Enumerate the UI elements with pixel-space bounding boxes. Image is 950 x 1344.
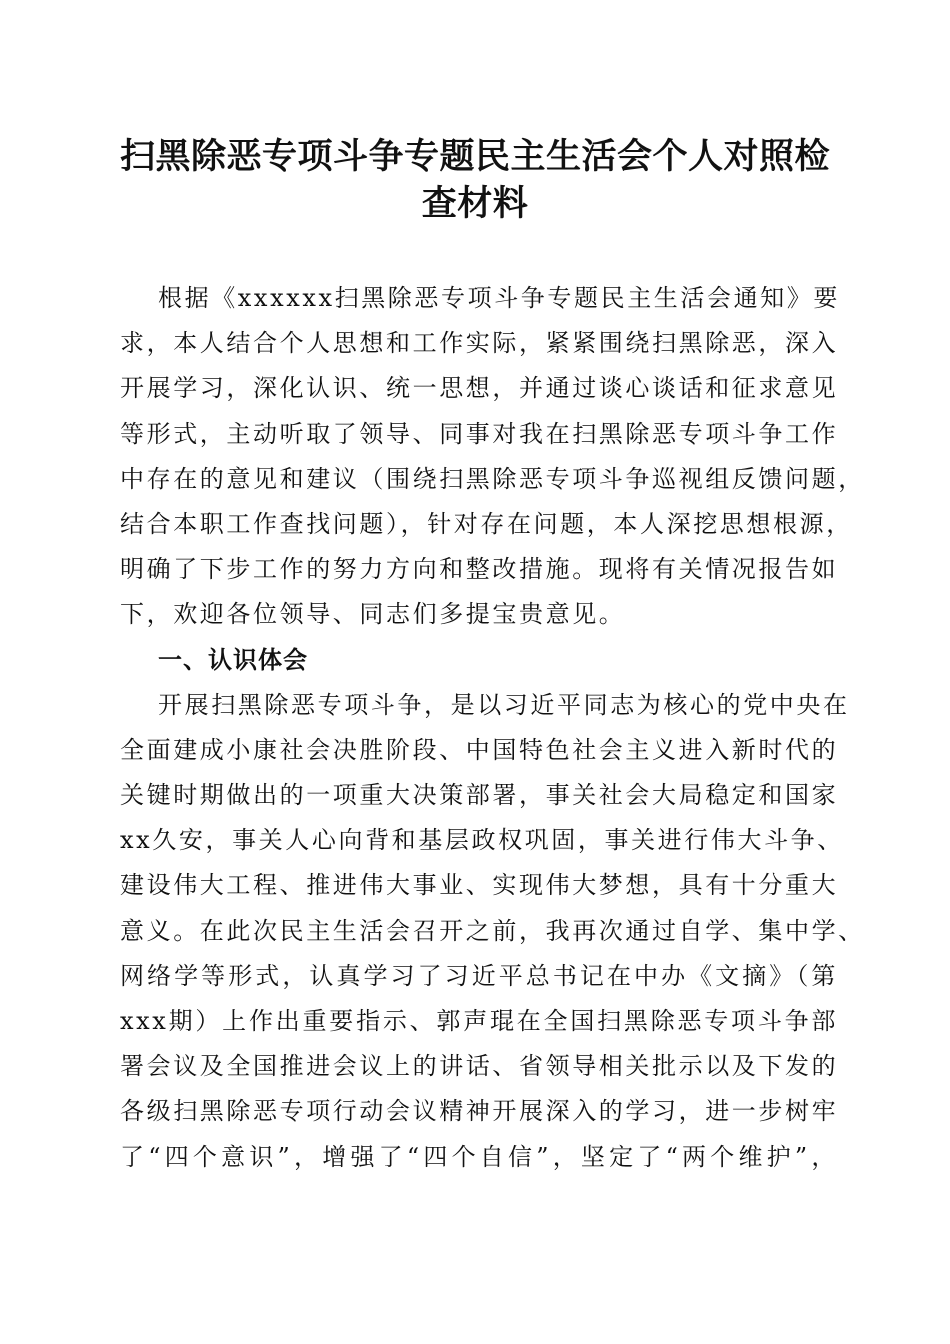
paragraph-intro xyxy=(120,276,865,638)
text-line: 求，本人结合个人思想和工作实际，紧紧围绕扫黑除恶，深入 xyxy=(120,329,839,358)
text-line: xxx期）上作出重要指示、郭声琨在全国扫黑除恶专项斗争部 xyxy=(120,1007,838,1035)
text-line: 了“四个意识”，增强了“四个自信”，坚定了“两个维护”， xyxy=(120,1142,838,1171)
text-line: 开展学习，深化认识、统一思想，并通过谈心谈话和征求意见 xyxy=(120,374,839,403)
title-line: 查材料 xyxy=(421,184,529,224)
text-line: 开展扫黑除恶专项斗争，是以习近平同志为核心的党中央在 xyxy=(158,690,850,719)
text-line: 各级扫黑除恶专项行动会议精神开展深入的学习，进一步树牢 xyxy=(120,1097,839,1126)
text-line: 网络学等形式，认真学习了习近平总书记在中办《文摘》（第 xyxy=(120,961,838,990)
text-line: 明确了下步工作的努力方向和整改措施。现将有关情况报告如 xyxy=(120,555,839,584)
text-line: 关键时期做出的一项重大决策部署，事关社会大局稳定和国家 xyxy=(120,781,839,810)
document-body xyxy=(120,276,865,1180)
section-heading: 一、认识体会 xyxy=(158,645,308,674)
paragraph-section1 xyxy=(120,683,865,1180)
document-title xyxy=(110,134,840,228)
text-line: xx久安，事关人心向背和基层政权巩固，事关进行伟大斗争、 xyxy=(120,826,844,855)
text-line: 根据《xxxxxx扫黑除恶专项斗争专题民主生活会通知》要 xyxy=(158,284,841,312)
text-line: 全面建成小康社会决胜阶段、中国特色社会主义进入新时代的 xyxy=(120,735,839,764)
text-line: 下，欢迎各位领导、同志们多提宝贵意见。 xyxy=(120,600,626,629)
text-line: 建设伟大工程、推进伟大事业、实现伟大梦想，具有十分重大 xyxy=(120,871,839,900)
text-line: 署会议及全国推进会议上的讲话、省领导相关批示以及下发的 xyxy=(120,1052,839,1081)
text-line: 意义。在此次民主生活会召开之前，我再次通过自学、集中学、 xyxy=(120,916,865,945)
text-line: 中存在的意见和建议（围绕扫黑除恶专项斗争巡视组反馈问题， xyxy=(120,464,865,493)
title-line: 扫黑除恶专项斗争专题民主生活会个人对照检 xyxy=(119,137,830,177)
text-line: 等形式，主动听取了领导、同事对我在扫黑除恶专项斗争工作 xyxy=(120,419,839,448)
text-line: 结合本职工作查找问题），针对存在问题，本人深挖思想根源， xyxy=(120,509,853,538)
